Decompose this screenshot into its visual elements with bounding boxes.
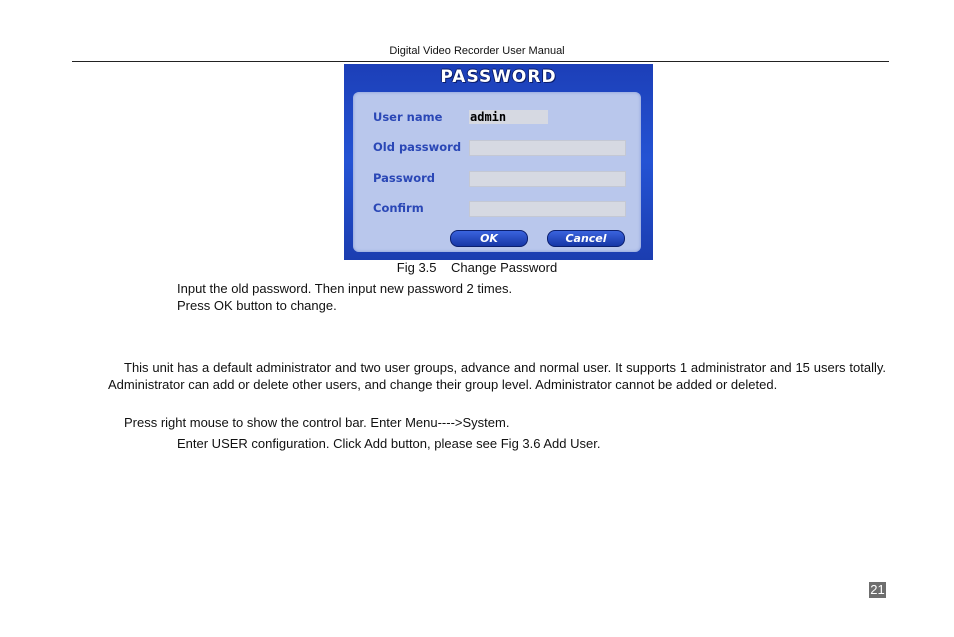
old-password-label: Old password [373, 140, 462, 154]
user-name-field: admin [469, 110, 548, 124]
user-config-instruction: Enter USER configuration. Click Add button, please see Fig 3.6 Add User. [177, 436, 601, 451]
confirm-label: Confirm [373, 201, 424, 215]
users-paragraph: This unit has a default administrator and two user groups, advance and normal user. It supports 1 administrator and 15 users totally. Administrator can add or delete other users, and change their group level. Administrator cannot be added or deleted. [108, 360, 886, 392]
figure-caption: Fig 3.5 Change Password [396, 260, 558, 275]
header-divider [72, 61, 889, 62]
dialog-panel [353, 92, 641, 252]
ok-button: OK [450, 230, 528, 247]
old-password-field [469, 140, 626, 156]
page-header-title: Digital Video Recorder User Manual [389, 45, 565, 57]
user-name-label: User name [373, 110, 443, 124]
page-number: 21 [870, 582, 885, 597]
password-label: Password [373, 171, 435, 185]
cancel-button: Cancel [547, 230, 625, 247]
dialog-title: PASSWORD [440, 67, 557, 87]
control-bar-instruction: Press right mouse to show the control bar. Enter Menu---->System. [124, 415, 510, 430]
step-text-2: Press OK button to change. [177, 298, 337, 313]
password-dialog-figure [344, 64, 653, 260]
password-field [469, 171, 626, 187]
step-text-1: Input the old password. Then input new password 2 times. [177, 281, 513, 296]
confirm-field [469, 201, 626, 217]
